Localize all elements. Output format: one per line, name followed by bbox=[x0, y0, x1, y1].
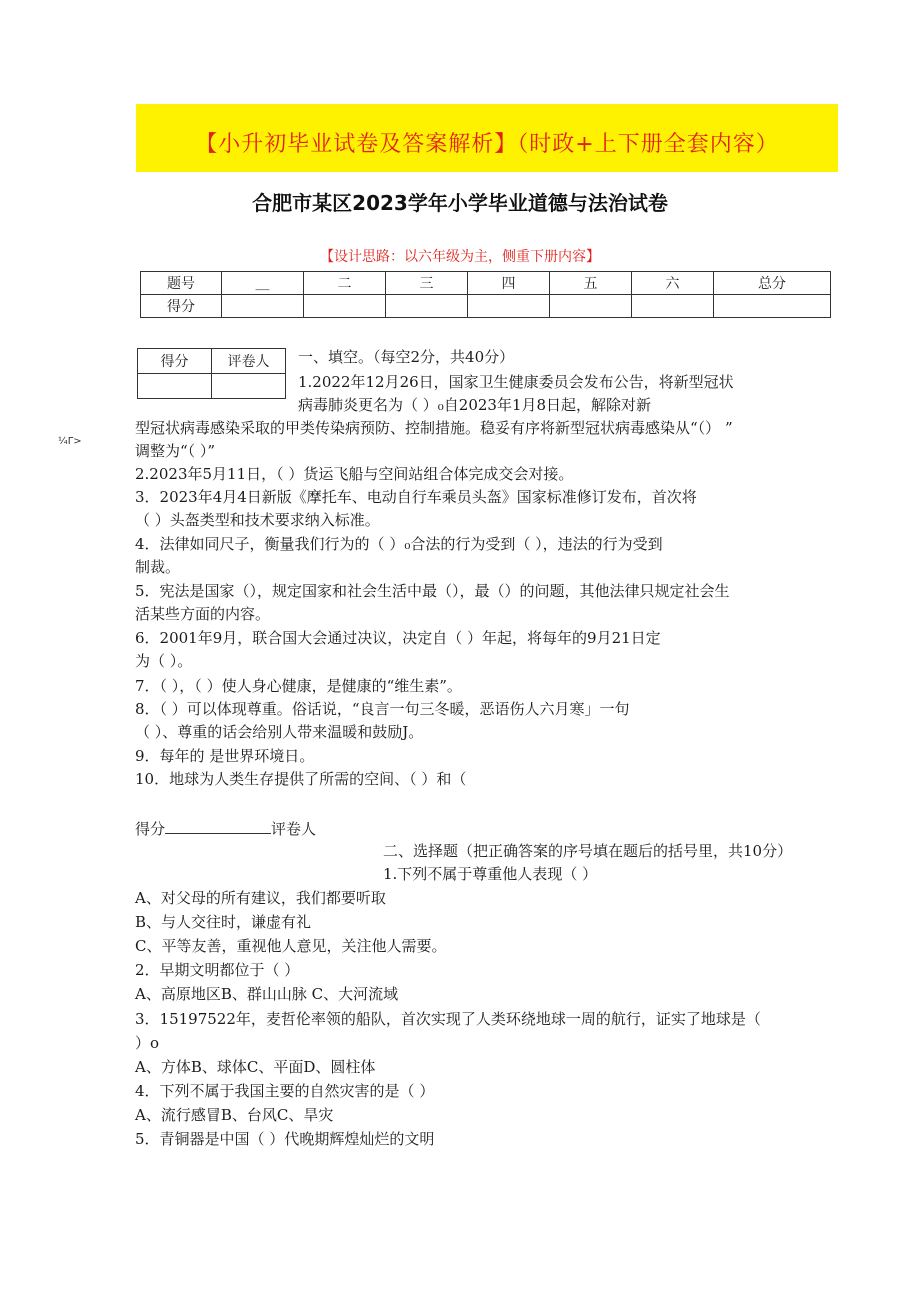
option-line: A、流行感冒B、台风C、旱灾 bbox=[135, 1106, 334, 1124]
question-line: 9．每年的 是世界环境日。 bbox=[135, 747, 315, 765]
question-line: 6．2001年9月，联合国大会通过决议，决定自（ ）年起，将每年的9月21日定 bbox=[135, 629, 661, 647]
question-line: 5．青铜器是中国（ ）代晚期辉煌灿烂的文明 bbox=[135, 1130, 435, 1148]
option-line: A、方体B、球体C、平面D、圆柱体 bbox=[135, 1058, 376, 1076]
question-line: （ ）头盔类型和技术要求纳入标准。 bbox=[135, 511, 380, 529]
score-header-cell: __ bbox=[222, 272, 304, 295]
question-line: 4．下列不属于我国主要的自然灾害的是（ ） bbox=[135, 1082, 435, 1100]
score-table-score-row bbox=[141, 295, 831, 318]
grader-label: 评卷人 bbox=[212, 349, 286, 374]
score-cell[interactable] bbox=[304, 295, 386, 318]
score-cell[interactable] bbox=[386, 295, 468, 318]
question-line: 1.2022年12月26日，国家卫生健康委员会发布公告，将新型冠状 bbox=[298, 373, 734, 391]
score-cell[interactable] bbox=[714, 295, 831, 318]
question-line: 2．早期文明都位于（ ） bbox=[135, 961, 300, 979]
grader2-score-label: 得分 bbox=[135, 820, 166, 838]
score-header-cell: 六 bbox=[632, 272, 714, 295]
section2-heading: 二、选择题（把正确答案的序号填在题后的括号里，共10分） bbox=[383, 842, 793, 860]
side-mark: ¼Γ> bbox=[58, 436, 82, 447]
question-line: 10．地球为人类生存提供了所需的空间、（ ）和（ bbox=[135, 770, 467, 788]
grader2-blank[interactable] bbox=[165, 819, 271, 834]
question-line: 5．宪法是国家（），规定国家和社会生活中最（），最（）的问题，其他法律只规定社会生 bbox=[135, 582, 730, 600]
banner-text: 【小升初毕业试卷及答案解析】（时政+上下册全套内容） bbox=[195, 132, 779, 157]
score-table bbox=[140, 271, 831, 318]
question-line: （ ）、尊重的话会给别人带来温暖和鼓励J。 bbox=[135, 723, 424, 741]
design-note: 【设计思路：以六年级为主，侧重下册内容】 bbox=[320, 249, 600, 265]
question-line: 制裁。 bbox=[135, 558, 181, 576]
question-line: ）o bbox=[135, 1034, 160, 1052]
question-line: 病毒肺炎更名为（ ）₀自2023年1月8日起，解除对新 bbox=[298, 396, 652, 414]
score-header-cell: 二 bbox=[304, 272, 386, 295]
score-row-label: 得分 bbox=[141, 295, 222, 318]
score-cell[interactable] bbox=[222, 295, 304, 318]
page-title: 合肥市某区2023学年小学毕业道德与法治试卷 bbox=[252, 191, 668, 215]
question-line: 活某些方面的内容。 bbox=[135, 605, 271, 623]
score-header-cell: 三 bbox=[386, 272, 468, 295]
grader-score-label: 得分 bbox=[138, 349, 212, 374]
score-header-cell: 总分 bbox=[714, 272, 831, 295]
score-cell[interactable] bbox=[550, 295, 632, 318]
grader-score-cell[interactable] bbox=[138, 374, 212, 399]
option-line: A、对父母的所有建议，我们都要听取 bbox=[135, 889, 386, 907]
question-line: 3．15197522年，麦哲伦率领的船队，首次实现了人类环绕地球一周的航行，证实了地球是（ bbox=[135, 1010, 761, 1028]
title-banner bbox=[136, 104, 838, 172]
section1-heading: 一、填空。（每空2分，共40分） bbox=[298, 348, 515, 366]
grader2-grader-label: 评卷人 bbox=[271, 820, 317, 838]
score-header-cell: 题号 bbox=[141, 272, 222, 295]
grader-line bbox=[135, 818, 316, 839]
question-line: 8．（ ）可以体现尊重。俗话说，“良言一句三冬暖，恶语伤人六月寒」一句 bbox=[135, 700, 630, 718]
grader-box bbox=[137, 348, 286, 399]
score-header-cell: 四 bbox=[468, 272, 550, 295]
question-line: 3．2023年4月4日新版《摩托车、电动自行车乘员头盔》国家标准修订发布，首次将 bbox=[135, 488, 697, 506]
question-line: 7．（ ），（ ）使人身心健康，是健康的“维生素”。 bbox=[135, 677, 462, 695]
score-table-header-row bbox=[141, 272, 831, 295]
question-line: 型冠状病毒感染采取的甲类传染病预防、控制措施。稳妥有序将新型冠状病毒感染从“（） ” bbox=[135, 419, 733, 437]
question-line: 2.2023年5月11日，（ ）货运飞船与空间站组合体完成交会对接。 bbox=[135, 465, 574, 483]
score-header-cell: 五 bbox=[550, 272, 632, 295]
option-line: B、与人交往时，谦虚有礼 bbox=[135, 913, 312, 931]
score-cell[interactable] bbox=[468, 295, 550, 318]
grader-name-cell[interactable] bbox=[212, 374, 286, 399]
option-line: A、高原地区B、群山山脉 C、大河流域 bbox=[135, 985, 399, 1003]
question-line: 1.下列不属于尊重他人表现（ ） bbox=[383, 865, 598, 883]
option-line: C、平等友善，重视他人意见，关注他人需要。 bbox=[135, 937, 447, 955]
score-cell[interactable] bbox=[632, 295, 714, 318]
question-line: 为（ ）。 bbox=[135, 652, 193, 670]
question-line: 4．法律如同尺子，衡量我们行为的（ ）₀合法的行为受到（ ），违法的行为受到 bbox=[135, 535, 663, 553]
question-line: 调整为“（ ）” bbox=[135, 442, 216, 460]
